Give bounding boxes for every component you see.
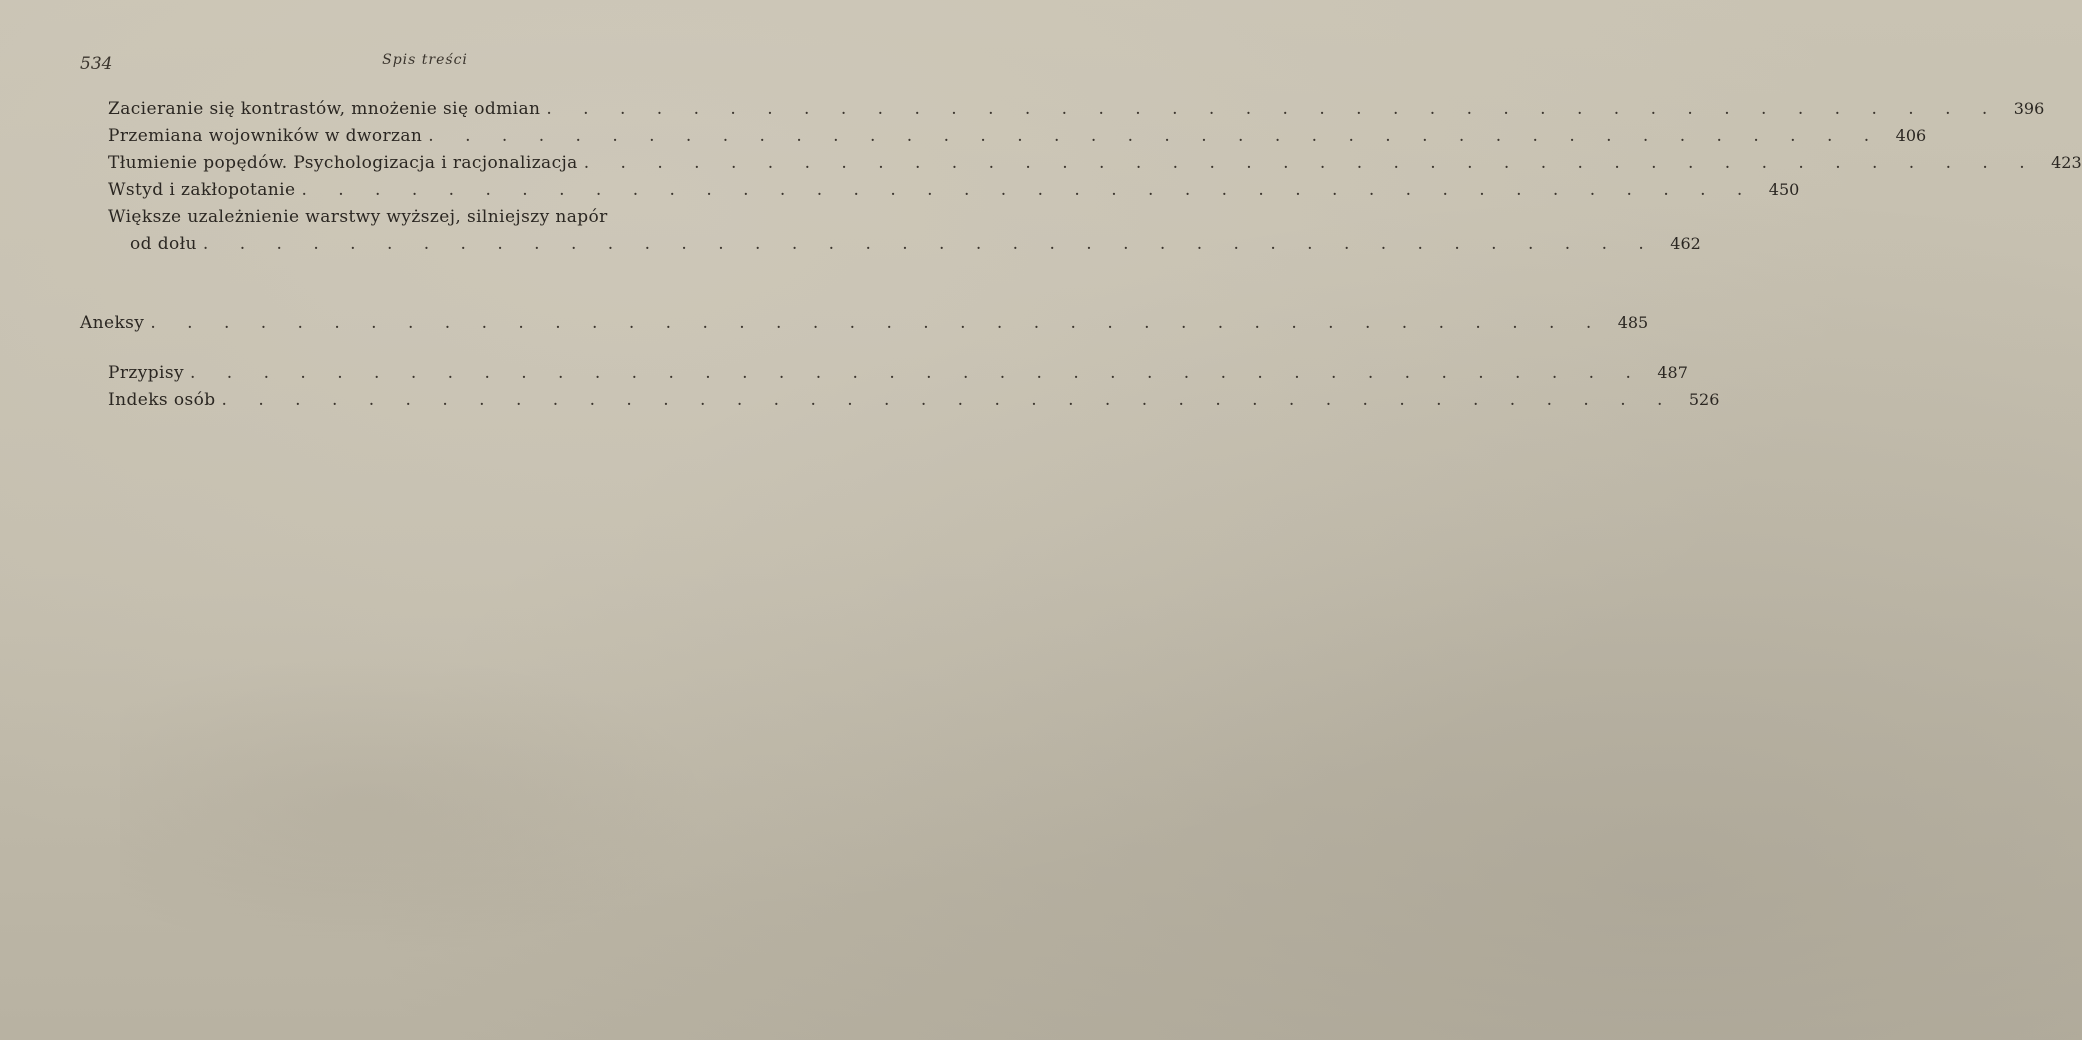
toc-entry-page: 526 xyxy=(1688,390,1720,409)
toc-entry-page: 450 xyxy=(1768,180,1800,199)
toc-leader-dots: . . . . . . . . . . . . . . . . . . . . . . . . . . . . . . . . . . . . . . . . xyxy=(150,313,1605,333)
toc-leader-dots: . . . . . . . . . . . . . . . . . . . . . . . . . . . . . . . . . . . . . . . . xyxy=(428,126,1883,146)
running-head: Spis treści xyxy=(382,52,468,68)
toc-entry-page: 406 xyxy=(1895,126,1927,145)
toc-entry-page: 487 xyxy=(1657,363,1688,382)
toc-leader-dots: . . . . . . . . . . . . . . . . . . . . . . . . . . . . . . . . . . . . . . . . xyxy=(202,234,1657,254)
page-number: 534 xyxy=(80,54,113,74)
toc-leader-dots: . . . . . . . . . . . . . . . . . . . . . . . . . . . . . . . . . . . . . . . . xyxy=(221,390,1676,410)
toc-entry-section xyxy=(80,312,1649,334)
toc-entry xyxy=(108,389,1720,411)
toc-entry xyxy=(108,179,1800,201)
toc-entry xyxy=(108,125,1927,147)
toc-entry-continuation: od dołu xyxy=(130,234,197,254)
toc-entry xyxy=(108,152,2082,174)
toc-entry-title: Indeks osób xyxy=(108,390,216,410)
toc-entry-title: Tłumienie popędów. Psychologizacja i racjonalizacja xyxy=(108,153,578,173)
toc-leader-dots: . . . . . . . . . . . . . . . . . . . . . . . . . . . . . . . . . . . . . . . . xyxy=(546,99,2001,119)
toc-entry-title: Zacieranie się kontrastów, mnożenie się odmian xyxy=(108,99,541,119)
toc-entry-page: 423 xyxy=(2051,153,2082,172)
toc-entry xyxy=(108,98,2045,120)
toc-leader-dots: . . . . . . . . . . . . . . . . . . . . . . . . . . . . . . . . . . . . . . . . xyxy=(583,153,2038,173)
toc-entry-page: 485 xyxy=(1617,313,1649,332)
toc-entry-title: Większe uzależnienie warstwy wyższej, silniejszy napór xyxy=(108,207,608,227)
show-through-shadow xyxy=(120,640,740,970)
toc-entry xyxy=(130,233,1701,255)
toc-entry-page: 462 xyxy=(1670,234,1701,253)
toc-entry-title: Aneksy xyxy=(80,313,145,333)
toc-entry-page: 396 xyxy=(2013,99,2045,118)
toc-entry-title: Przypisy xyxy=(108,363,184,383)
toc-leader-dots: . . . . . . . . . . . . . . . . . . . . . . . . . . . . . . . . . . . . . . . . xyxy=(301,180,1756,200)
toc-entry-title: Przemiana wojowników w dworzan xyxy=(108,126,423,146)
toc-leader-dots: . . . . . . . . . . . . . . . . . . . . . . . . . . . . . . . . . . . . . . . . xyxy=(189,363,1644,383)
toc-entry-title: Wstyd i zakłopotanie xyxy=(108,180,296,200)
toc-entry xyxy=(108,362,1688,384)
